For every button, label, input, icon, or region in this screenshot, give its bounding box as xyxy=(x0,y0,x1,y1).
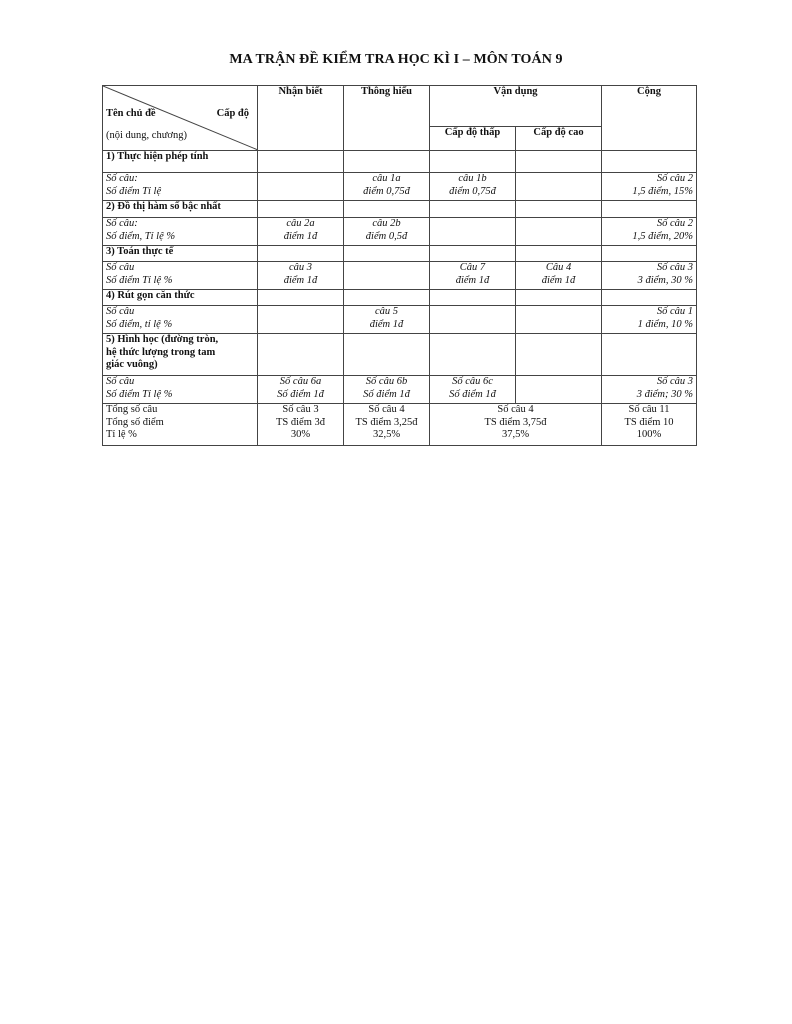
topic-5-low: Số câu 6c Số điểm 1đ xyxy=(430,376,516,404)
topic-5-high xyxy=(516,376,602,404)
topic-3-total: Số câu 3 3 điểm, 30 % xyxy=(602,262,697,290)
topic-5-name: 5) Hình học (đường tròn, hệ thức lượng trong tam giác vuông) xyxy=(103,334,258,376)
topic-2-name: 2) Đồ thị hàm số bậc nhất xyxy=(103,201,258,218)
header-topic-level-cell xyxy=(103,86,258,151)
topic-2-total: Số câu 2 1,5 điểm, 20% xyxy=(602,218,697,246)
header-content: (nội dung, chương) xyxy=(106,130,187,141)
summary-labels: Tổng số câu Tổng số điểm Tỉ lệ % xyxy=(103,404,258,446)
topic-4-high xyxy=(516,306,602,334)
topic-1-name: 1) Thực hiện phép tính xyxy=(103,151,258,173)
topic-4-name: 4) Rút gọn căn thức xyxy=(103,290,258,306)
exam-matrix-table xyxy=(102,85,697,446)
topic-1-low: câu 1b điểm 0,75đ xyxy=(430,173,516,201)
topic-1-labels: Số câu: Số điểm Tỉ lệ xyxy=(103,173,258,201)
topic-2-labels: Số câu: Số điểm, Tỉ lệ % xyxy=(103,218,258,246)
summary-recognize: Số câu 3 TS điểm 3đ 30% xyxy=(258,404,344,446)
header-recognize: Nhận biết xyxy=(258,86,344,151)
header-understand: Thông hiểu xyxy=(344,86,430,151)
topic-2-understand: câu 2b điểm 0,5đ xyxy=(344,218,430,246)
topic-4-understand: câu 5 điểm 1đ xyxy=(344,306,430,334)
topic-1-recognize xyxy=(258,173,344,201)
topic-1-high xyxy=(516,173,602,201)
topic-2-recognize: câu 2a điểm 1đ xyxy=(258,218,344,246)
topic-2-high xyxy=(516,218,602,246)
topic-3-labels: Số câu Số điểm Tỉ lệ % xyxy=(103,262,258,290)
header-total: Cộng xyxy=(602,86,697,151)
summary-total: Số câu 11 TS điểm 10 100% xyxy=(602,404,697,446)
topic-3-recognize: câu 3 điểm 1đ xyxy=(258,262,344,290)
topic-5-recognize: Số câu 6a Số điểm 1đ xyxy=(258,376,344,404)
topic-4-recognize xyxy=(258,306,344,334)
topic-5-total: Số câu 3 3 điểm; 30 % xyxy=(602,376,697,404)
header-apply-high: Cấp độ cao xyxy=(516,126,602,150)
topic-4-labels: Số câu Số điểm, tỉ lệ % xyxy=(103,306,258,334)
topic-3-low: Câu 7 điểm 1đ xyxy=(430,262,516,290)
summary-apply: Số câu 4 TS điểm 3,75đ 37,5% xyxy=(430,404,602,446)
topic-5-labels: Số câu Số điểm Tỉ lệ % xyxy=(103,376,258,404)
topic-5-understand: Số câu 6b Số điểm 1đ xyxy=(344,376,430,404)
topic-3-understand xyxy=(344,262,430,290)
summary-understand: Số câu 4 TS điểm 3,25đ 32,5% xyxy=(344,404,430,446)
header-apply-low: Cấp độ thấp xyxy=(430,126,516,150)
header-topic: Tên chủ đề xyxy=(106,108,156,119)
topic-3-name: 3) Toán thực tế xyxy=(103,246,258,262)
topic-4-low xyxy=(430,306,516,334)
document-title: MA TRẬN ĐỀ KIỂM TRA HỌC KÌ I – MÔN TOÁN 9 xyxy=(229,52,563,67)
topic-2-low xyxy=(430,218,516,246)
topic-4-total: Số câu 1 1 điểm, 10 % xyxy=(602,306,697,334)
topic-3-high: Câu 4 điểm 1đ xyxy=(516,262,602,290)
header-level: Cấp độ xyxy=(216,108,249,119)
topic-1-total: Số câu 2 1,5 điểm, 15% xyxy=(602,173,697,201)
topic-1-understand: câu 1a điểm 0,75đ xyxy=(344,173,430,201)
header-apply: Vận dụng xyxy=(430,86,602,127)
